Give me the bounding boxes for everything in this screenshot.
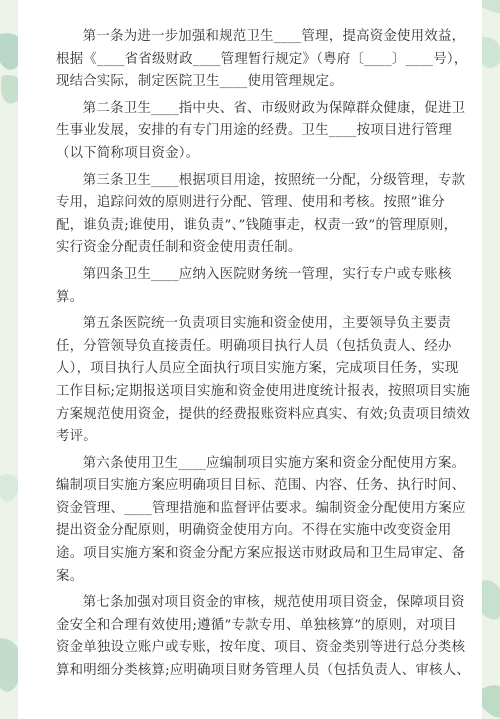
article-7-paragraph: 第七条加强对项目资金的审核，规范使用项目资金，保障项目资金安全和合理有效使用;遵循”专款专用、单独核算”的原则，对项目资金单独设立账户或专账，按年度、项目、资金类别等进行总分类核算和明细分类核算;应明确项目财务管理人员（包括负责人、审核人、: [56, 595, 470, 679]
article-2-paragraph: 第二条卫生____指中央、省、市级财政为保障群众健康，促进卫生事业发展，安排的有专门用途的经费。卫生____按项目进行管理（以下简称项目资金）。: [56, 100, 466, 161]
article-4-paragraph: 第四条卫生____应纳入医院财务统一管理，实行专户或专账核算。: [56, 266, 452, 305]
document-body: [56, 26, 470, 687]
article-5-paragraph: 第五条医院统一负责项目实施和资金使用，主要领导负主要责任，分管领导负直接责任。明确项目执行人员（包括负责人、经办人），项目执行人员应全面执行项目实施方案，完成项目任务，实现工作目标;定期报送项目实施和资金使用进度统计报表，按照项目实施方案规范使用资金，提供的经费报账资料应真实、有效;负责项目绩效考评。: [56, 316, 470, 445]
article-6-paragraph: 第六条使用卫生____应编制项目实施方案和资金分配使用方案。编制项目实施方案应明确项目目标、范围、内容、任务、执行时间、资金管理、____管理措施和监督评估要求。编制资金分配使用方案应提出资金分配原则，明确资金使用方向。不得在实施中改变资金用途。项目实施方案和资金分配方案应报送市财政局和卫生局审定、备案。: [56, 455, 466, 584]
article-1-paragraph: 第一条为进一步加强和规范卫生____管理，提高资金使用效益，根据《____省省级财政____管理暂行规定》（粤府〔____〕____号），现结合实际，制定医院卫生____使用管理规定。: [56, 29, 468, 90]
article-3-paragraph: 第三条卫生____根据项目用途，按照统一分配，分级管理，专款专用，追踪问效的原则进行分配、管理、使用和考核。按照”谁分配，谁负责;谁使用，谁负责”、”钱随事走，权责一致”的管理原则，实行资金分配责任制和资金使用责任制。: [56, 172, 466, 256]
